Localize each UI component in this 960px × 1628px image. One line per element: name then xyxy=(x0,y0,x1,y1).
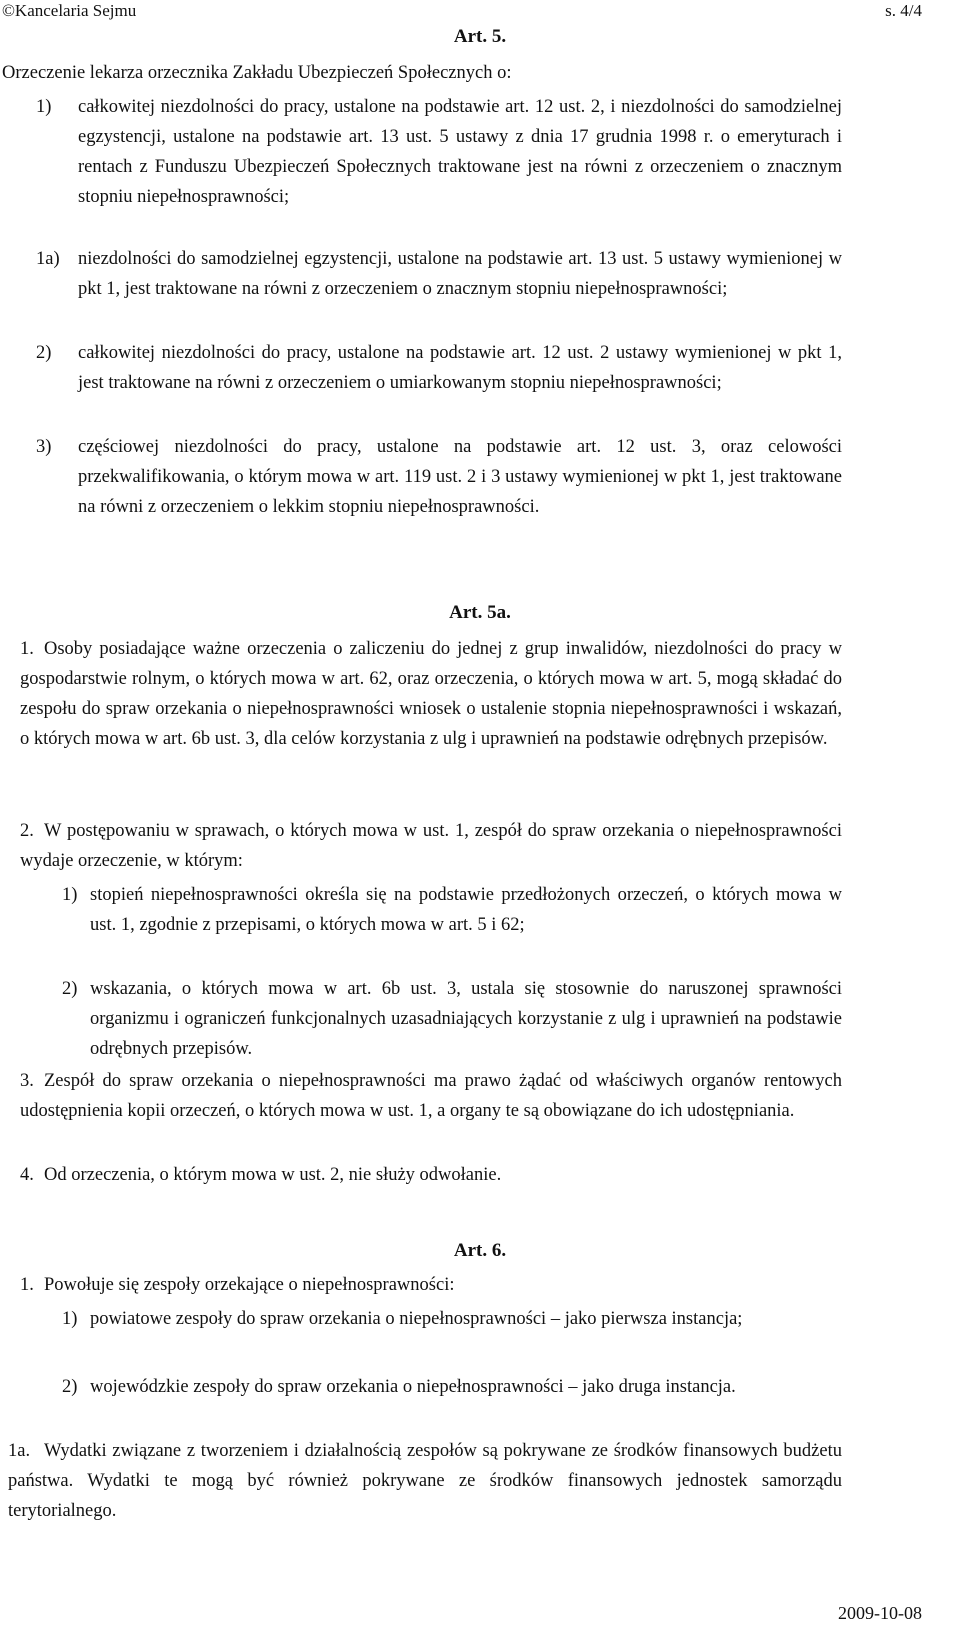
item-number: 2) xyxy=(62,979,78,999)
article-5a-title: Art. 5a. xyxy=(449,602,511,623)
item-text: całkowitej niezdolności do pracy, ustalone na podstawie art. 12 ust. 2, i niezdolności do samodzielnej egzystencji, ustalone na podstawie art. 13 ust. 5 ustawy z dnia 17 grudnia 1998 r. o emeryturach i rentach z Funduszu Ubezpieczeń Społecznych traktowane jest na równi z orzeczeniem o znacznym stopniu niepełnosprawności; xyxy=(78,97,842,207)
paragraph-text: Od orzeczenia, o którym mowa w ust. 2, nie służy odwołanie. xyxy=(44,1165,502,1185)
page-number: s. 4/4 xyxy=(885,1,922,20)
item-number: 1) xyxy=(36,97,52,117)
paragraph xyxy=(20,634,842,754)
paragraph-number: 1. xyxy=(20,639,34,659)
paragraph-number: 3. xyxy=(20,1071,34,1091)
list-item xyxy=(62,1372,842,1402)
item-number: 3) xyxy=(36,437,52,457)
document-date: 2009-10-08 xyxy=(838,1603,922,1623)
paragraph-number: 1a. xyxy=(8,1441,31,1461)
item-text: niezdolności do samodzielnej egzystencji, ustalone na podstawie art. 13 ust. 5 ustawy wymienionej w pkt 1, jest traktowane na równi z orzeczeniem o znacznym stopniu niepełnosprawności; xyxy=(78,249,842,299)
article-5-title: Art. 5. xyxy=(453,26,507,47)
list-item xyxy=(62,880,842,940)
item-text: całkowitej niezdolności do pracy, ustalone na podstawie art. 12 ust. 2 ustawy wymienionej w pkt 1, jest traktowane na równi z orzeczeniem o umiarkowanym stopniu niepełnosprawności; xyxy=(78,343,842,393)
item-number: 2) xyxy=(36,343,52,363)
paragraph-number: 4. xyxy=(20,1165,34,1185)
paragraph xyxy=(20,1066,842,1126)
page-header xyxy=(0,0,960,24)
item-text: stopień niepełnosprawności określa się na podstawie przedłożonych orzeczeń, o których mowa w ust. 1, zgodnie z przepisami, o których mowa w art. 5 i 62; xyxy=(90,885,842,935)
copyright-label: ©Kancelaria Sejmu xyxy=(2,1,137,20)
paragraph-text: Zespół do spraw orzekania o niepełnosprawności ma prawo żądać od właściwych organów rentowych udostępnienia kopii orzeczeń, o których mowa w ust. 1, a organy te są obowiązane do ich udostępniania. xyxy=(20,1071,842,1121)
paragraph-text: Osoby posiadające ważne orzeczenia o zaliczeniu do jednej z grup inwalidów, niezdolności do pracy w gospodarstwie rolnym, o których mowa w art. 62, oraz orzeczenia, o których mowa w art. 5, mogą składać do zespołu do spraw orzekania o niepełnosprawności wniosek o ustalenie stopnia niepełnosprawności i wskazań, o których mowa w art. 6b ust. 3, dla celów korzystania z ulg i uprawnień na podstawie odrębnych przepisów. xyxy=(20,639,842,749)
list-item xyxy=(36,244,842,304)
paragraph xyxy=(8,1436,842,1526)
paragraph xyxy=(20,1160,842,1190)
item-text: wojewódzkie zespoły do spraw orzekania o niepełnosprawności – jako druga instancja. xyxy=(90,1377,736,1397)
paragraph-text: Wydatki związane z tworzeniem i działalnością zespołów są pokrywane ze środków finansowych budżetu państwa. Wydatki te mogą być również pokrywane ze środków finansowych jednostek samorządu terytorialnego. xyxy=(8,1441,842,1521)
list-item xyxy=(36,92,842,212)
paragraph-text: W postępowaniu w sprawach, o których mowa w ust. 1, zespół do spraw orzekania o niepełnosprawności wydaje orzeczenie, w którym: xyxy=(20,821,842,871)
item-number: 1a) xyxy=(36,249,60,269)
list-item xyxy=(36,338,842,398)
item-text: wskazania, o których mowa w art. 6b ust. 3, ustala się stosownie do naruszonej sprawności organizmu i ograniczeń funkcjonalnych uzasadniających korzystanie z ulg i uprawnień na podstawie odrębnych przepisów. xyxy=(90,979,842,1059)
list-item xyxy=(62,1304,842,1334)
paragraph-number: 1. xyxy=(20,1275,34,1295)
paragraph xyxy=(20,816,842,876)
paragraph xyxy=(20,1270,842,1300)
item-text: częściowej niezdolności do pracy, ustalone na podstawie art. 12 ust. 3, oraz celowości przekwalifikowania, o którym mowa w art. 119 ust. 2 i 3 ustawy wymienionej w pkt 1, jest traktowane na równi z orzeczeniem o lekkim stopniu niepełnosprawności. xyxy=(78,437,842,517)
paragraph-text: Powołuje się zespoły orzekające o niepełnosprawności: xyxy=(44,1275,455,1295)
list-item xyxy=(62,974,842,1064)
list-item xyxy=(36,432,842,522)
paragraph-number: 2. xyxy=(20,821,34,841)
item-number: 1) xyxy=(62,1309,78,1329)
article-6-title: Art. 6. xyxy=(453,1240,507,1261)
item-number: 2) xyxy=(62,1377,78,1397)
item-text: powiatowe zespoły do spraw orzekania o niepełnosprawności – jako pierwsza instancja; xyxy=(90,1309,743,1329)
item-number: 1) xyxy=(62,885,78,905)
article-5-intro: Orzeczenie lekarza orzecznika Zakładu Ubezpieczeń Społecznych o: xyxy=(2,63,512,83)
